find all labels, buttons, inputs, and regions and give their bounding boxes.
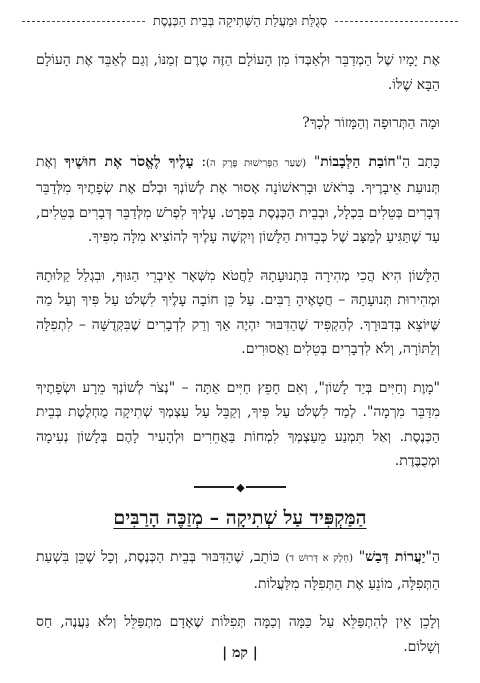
text-run: " bbox=[306, 153, 321, 170]
text-run: " bbox=[352, 549, 366, 565]
bold-text: יַעֲרוֹת דְּבַשׁ bbox=[365, 549, 426, 565]
header-rule-left bbox=[22, 21, 145, 22]
paragraph bbox=[36, 150, 440, 250]
running-header-title: סְגֻלַּת וּמַעֲלַת הַשְּׁתִיקָה בְּבֵית הַכְּנֶסֶת bbox=[152, 14, 328, 29]
text-run: כּוֹתֵב, שֶׁהַדִּבּוּר בְּבֵית הַכְּנֶסֶת, וְכָל שֶׁכֵּן בִּשְׁעַת הַתְּפִלָּה, מוֹנֵעַ אֶת הַתְּפִלָּה מִלַּעֲלוֹת. bbox=[36, 549, 440, 592]
text-run: וְלָכֵן אֵין לְהִתְפַּלֵּא עַל כַּמָּה וְכַמָּה תְּפִלּוֹת שֶׁאָדָם מִתְפַּלֵּל וְלֹא נַעֲנֶה, חַס וְשָׁלוֹם. bbox=[36, 614, 440, 655]
source-reference: (שַׁעַר הַפְּרִישׁוּת פֶּרֶק ה) bbox=[206, 157, 307, 169]
text-run: הַ" bbox=[425, 549, 441, 565]
divider-bar-right bbox=[246, 486, 286, 488]
paragraph bbox=[36, 111, 440, 136]
text-run: : bbox=[193, 153, 207, 170]
bold-text: חוֹבַת הַלְּבָבוֹת bbox=[320, 153, 396, 170]
ornament-divider bbox=[0, 480, 480, 494]
main-text bbox=[36, 48, 440, 488]
divider-diamond: ◆ bbox=[236, 480, 244, 494]
paragraph bbox=[36, 48, 440, 97]
bold-text: עָלֶיךָ לֶאֱסֹר אֶת חוּשֶׁיךָ bbox=[64, 153, 194, 170]
text-run: הַלָּשׁוֹן הִיא הֲכִי מְהִירָה בִּתְנוּעָתָהּ לַחֲטֹא מִשְּׁאָר אֵיבְרֵי הַגּוּף, וּבִגְלַל קַלּוּתָהּ וּמְהִירוּת תְּנוּעָתָהּ – חֲטָאֶיהָ רַבִּים. עַל כֵּן חוֹבָה עָלֶיךָ לִשְׁלֹט עַל פִּיךָ וְעַל מַה שֶּׁיּוֹצֵא בְּדִבּוּרָךְ. לְהַקְפִּיד שֶׁהַדִּבּוּר יִהְיֶה אַךְ וְרַק לִדְבָרִים שֶׁבִּקְדֻשָּׁה – לִתְפִלָּה וְלַתּוֹרָה, וְלֹא לִדְבָרִים בְּטֵלִים וַאֲסוּרִים. bbox=[36, 267, 440, 357]
paragraph bbox=[36, 545, 440, 596]
header-rule-right bbox=[335, 21, 458, 22]
divider-bar-left bbox=[194, 486, 234, 488]
text-run: "מָוֶת וְחַיִּים בְּיַד לָשׁוֹן", וְאִם חָפֵץ חַיִּים אַתָּה – "נְצֹר לְשׁוֹנְךָ מֵרָע וּשְׂפָתֶיךָ מִדַּבֵּר מִרְמָה". לְמַד לִשְׁלֹט עַל פִּיךָ, וְקַבֵּל עַל עַצְמְךָ שְׁתִיקָה מֻחְלֶטֶת בְּבֵית הַכְּנֶסֶת. וְאַל תִּמְנַע מֵעַצְמְךָ לִמְחוֹת בַּאֲחֵרִים וּלְהָעִיר לָהֶם בְּלָשׁוֹן נְעִימָה וּמְכֻבֶּדֶת. bbox=[36, 379, 440, 469]
page-number: | קמ | bbox=[222, 645, 258, 661]
running-header bbox=[22, 10, 458, 32]
paragraph bbox=[36, 376, 440, 474]
text-run: כָּתַב הַ" bbox=[395, 153, 440, 170]
section-title: הַמַּקְפִּיד עַל שְׁתִיקָה – מְזַכֶּה הָרַבִּים bbox=[113, 507, 367, 529]
paragraph bbox=[36, 264, 440, 362]
text-run: וְאֶת תְּנוּעַת אֵיבָרֶיךָ. בָּרֹאשׁ וּבָרִאשׁוֹנָה אָסוּר אֶת לְשׁוֹנְךָ וּבְלֹם אֶת שְׂפָתֶיךָ מִלְּדַבֵּר דְּבָרִים בְּטֵלִים בִּכְלָל, וּבְבֵית הַכְּנֶסֶת בִּפְרָט. עָלֶיךָ לִפְרֹשׁ מִלְּדַבֵּר דְּבָרִים בְּטֵלִים, עַד שֶׁתַּגִּיעַ לְמַצָּב שֶׁל כְּבֵדוּת הַלָּשׁוֹן וְיִקְשֶׁה עָלֶיךָ לְהוֹצִיא מִלָּה מִפִּיךָ. bbox=[36, 153, 440, 245]
text-run: אֶת יָמָיו שֶׁל הַמְדַבֵּר וּלְאַבְּדוֹ מִן הָעוֹלָם הַזֶּה טֶרֶם זְמַנּוֹ, וְגַם לְאַבֵּד אֶת הָעוֹלָם הַבָּא שֶׁלּוֹ. bbox=[36, 52, 440, 93]
text-run: וּמָה הַתְּרוּפָה וְהַמָּזוֹר לְכָךְ? bbox=[302, 115, 440, 131]
source-reference: (חֵלֶק א דְּרוּשׁ ד) bbox=[285, 553, 353, 564]
